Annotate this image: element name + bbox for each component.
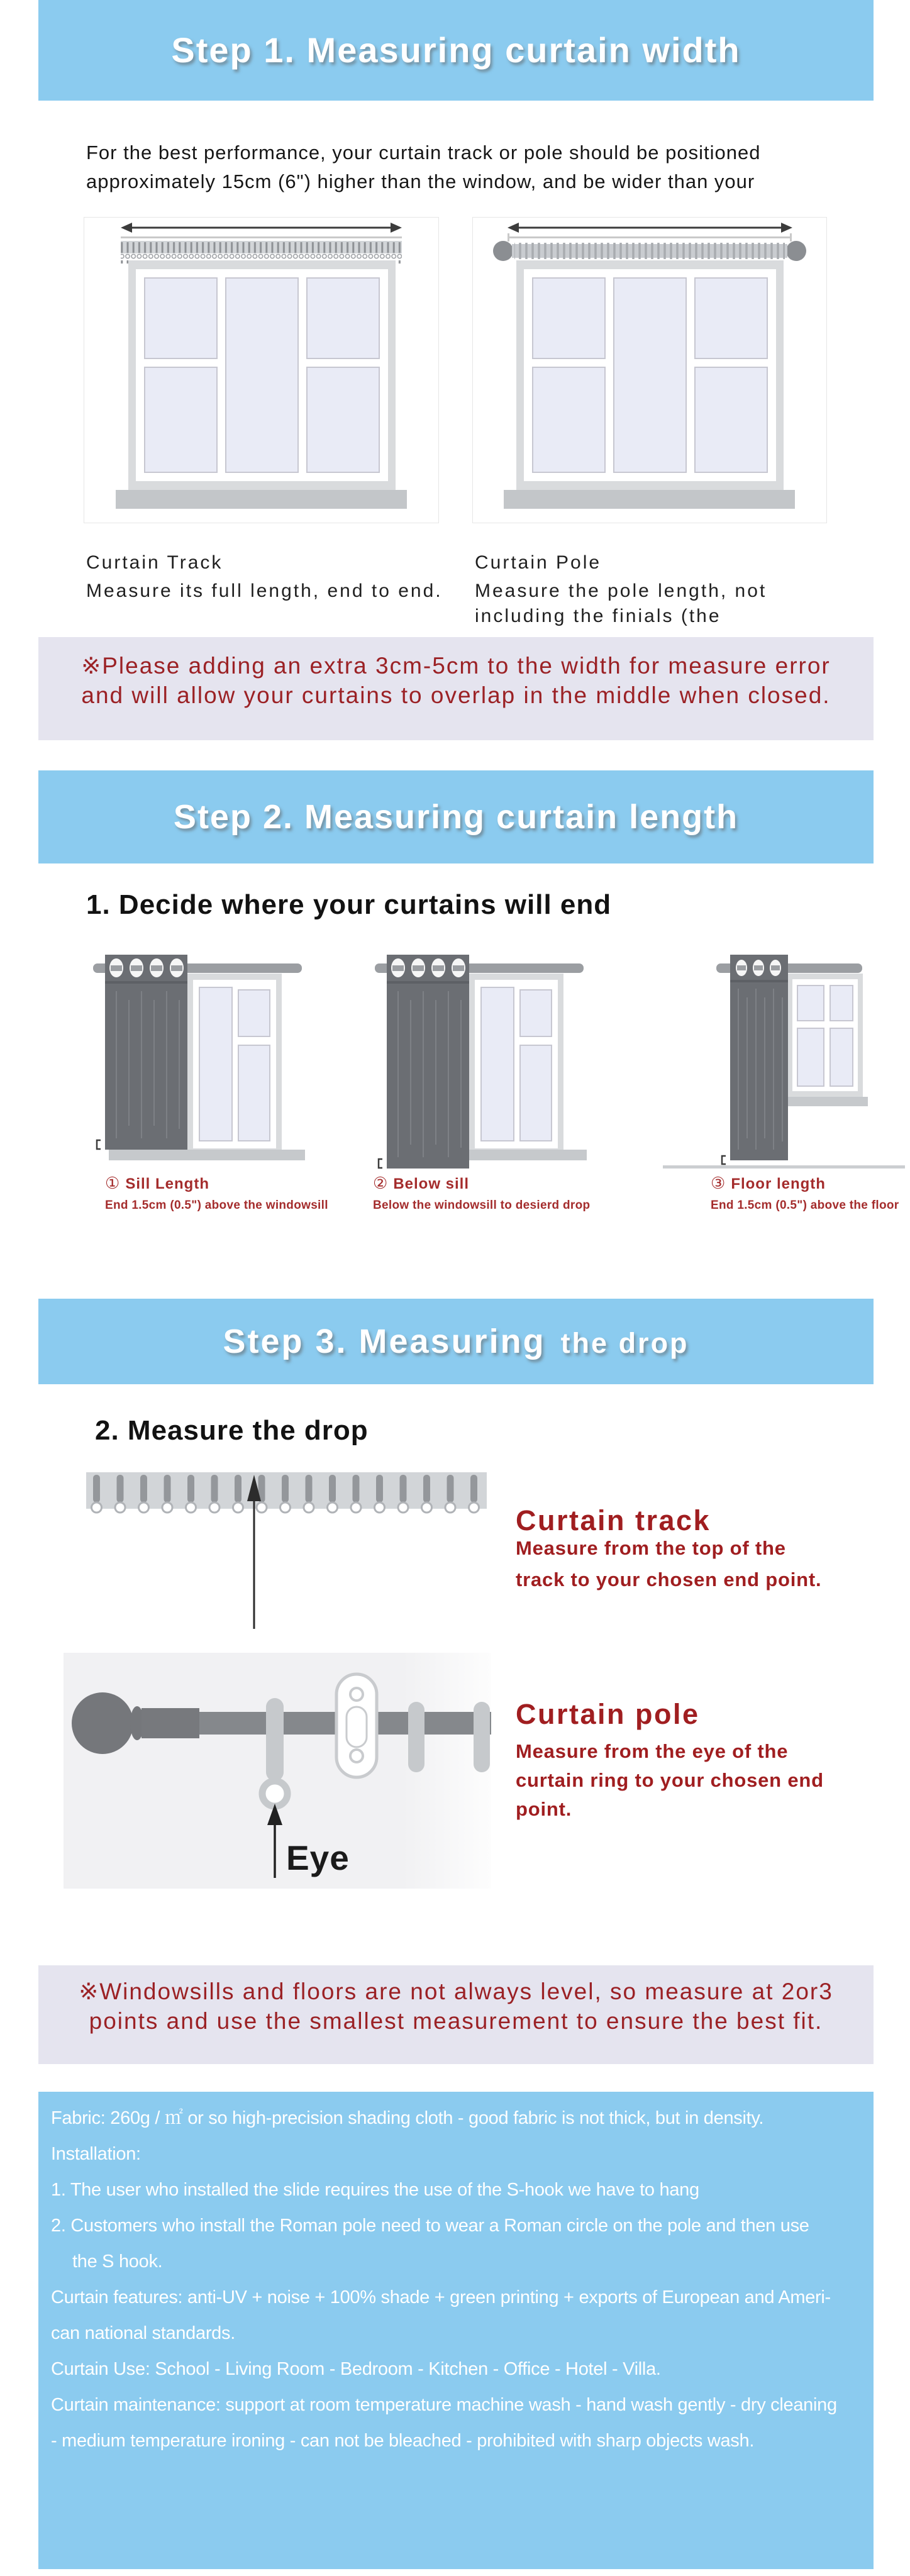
circled-2-icon: ② [373, 1174, 389, 1192]
step1-intro [86, 138, 760, 196]
eye-label: Eye [286, 1838, 350, 1877]
curtain-ring [474, 1702, 490, 1772]
track-with-gliders [121, 241, 402, 264]
note2-line-2: points and use the smallest measurement to ensure the best fit. [89, 2008, 823, 2034]
info-installation: Installation: [51, 2144, 141, 2164]
option-below-sill-desc: Below the windowsill to desierd drop [373, 1199, 591, 1212]
windowsill [504, 490, 795, 509]
curtain-pole-figure [472, 217, 827, 523]
windowsill [116, 490, 407, 509]
curtain-panel [730, 955, 788, 1160]
step1-banner [38, 0, 874, 101]
windowsill [109, 1150, 305, 1160]
step3-banner-subtitle: the drop [560, 1327, 689, 1359]
drop-pole-illustration [64, 1653, 491, 1889]
info-maintenance: Curtain maintenance: support at room temperature machine wash - hand wash gently - dry cleaning [51, 2395, 837, 2415]
measure-bracket-icon [97, 1140, 101, 1149]
note1-line-1: ※Please adding an extra 3cm-5cm to the width for measure error [81, 653, 831, 679]
measure-bracket-icon [379, 1159, 382, 1168]
step1-banner-title: Step 1. Measuring curtain width [171, 30, 741, 70]
curtain-ring [408, 1702, 424, 1772]
info-fabric: Fabric: 260g / ㎡ or so high-precision shading cloth - good fabric is not thick, but in density. [51, 2108, 764, 2128]
window-illustration [504, 260, 795, 509]
info-install-1: 1. The user who installed the slide requires the use of the S-hook we have to hang [51, 2180, 699, 2200]
curtain-track-desc: Measure from the top of the track to your chosen end point. [516, 1537, 822, 1591]
step2-heading: 1. Decide where your curtains will end [86, 889, 612, 920]
intro-line-2: approximately 15cm (6") higher than the window, and be wider than your [86, 170, 755, 192]
info-maintenance-2: - medium temperature ironing - can not be bleached - prohibited with sharp objects wash. [51, 2431, 755, 2451]
eye-ring [262, 1781, 287, 1806]
track-caption-body: Measure its full length, end to end. [86, 580, 443, 601]
curtain-track-title: Curtain track [516, 1504, 711, 1536]
option-floor-length-title: ③ Floor length [711, 1174, 826, 1192]
pole-caption-body [475, 579, 767, 629]
width-arrow-icon [121, 223, 402, 233]
option-floor-length-desc: End 1.5cm (0.5") above the floor [711, 1199, 899, 1212]
below-sill-illustration [370, 950, 587, 1171]
pole-caption-line-1: Measure the pole length, not [475, 580, 767, 601]
up-arrow-icon [247, 1475, 261, 1629]
info-install-2b: the S hook. [72, 2251, 163, 2272]
track-caption-title: Curtain Track [86, 552, 223, 573]
info-use: Curtain Use: School - Living Room - Bedroom - Kitchen - Office - Hotel - Villa. [51, 2359, 661, 2379]
windowsill [780, 1097, 868, 1106]
step3-banner-title: Step 3. Measuring [223, 1323, 546, 1360]
circled-1-icon: ① [105, 1174, 121, 1192]
curtain-pole-desc: Measure from the eye of the curtain ring to your chosen end point. [516, 1740, 824, 1820]
step3-heading: 2. Measure the drop [95, 1415, 369, 1446]
finial-ball [72, 1692, 133, 1754]
window-illustration [116, 260, 407, 509]
curtain-pole-title: Curtain pole [516, 1698, 700, 1730]
curtain-ring-with-eye [262, 1698, 287, 1806]
curtain-pole-diagram [473, 218, 826, 523]
width-measure-note [38, 637, 874, 740]
step2-banner [38, 770, 874, 863]
width-arrow-icon [508, 223, 792, 233]
pole-measure-line [508, 233, 792, 242]
info-features: Curtain features: anti-UV + noise + 100% shade + green printing + exports of European and Ameri- [51, 2287, 831, 2307]
window-illustration [780, 974, 868, 1106]
pole-caption-title: Curtain Pole [475, 552, 602, 573]
product-info-block [38, 2092, 874, 2569]
sill-length-illustration [88, 950, 305, 1171]
window-illustration [187, 974, 282, 1155]
curtain-track-diagram [84, 218, 438, 523]
pole-with-rings [493, 241, 806, 261]
option-sill-length-desc: End 1.5cm (0.5") above the windowsill [105, 1199, 328, 1212]
option-sill-length-title: ① Sill Length [105, 1174, 209, 1192]
floor-line [663, 1165, 905, 1169]
curtain-track-figure [84, 217, 439, 523]
floor-length-illustration [650, 950, 908, 1171]
info-install-2: 2. Customers who install the Roman pole need to wear a Roman circle on the pole and then use [51, 2216, 809, 2236]
option-below-sill-title: ② Below sill [373, 1174, 470, 1192]
wall-bracket [336, 1674, 377, 1777]
curtain-panel [105, 955, 187, 1150]
note2-line-1: ※Windowsills and floors are not always level, so measure at 2or3 [79, 1979, 833, 2004]
track-rail-line [121, 236, 402, 238]
drop-track-illustration [85, 1468, 491, 1632]
note1-line-2: and will allow your curtains to overlap in the middle when closed. [81, 682, 831, 708]
info-features-2: can national standards. [51, 2323, 235, 2343]
right-finial [786, 241, 806, 261]
left-finial [493, 241, 513, 261]
track-gliders [86, 1472, 487, 1520]
window-illustration [469, 974, 563, 1155]
measure-bracket-icon [722, 1156, 726, 1164]
curtain-panel [387, 955, 469, 1169]
circled-3-icon: ③ [711, 1174, 726, 1192]
pole-caption-line-2: including the finials (the [475, 606, 721, 626]
level-measure-note [38, 1965, 874, 2064]
step3-banner [38, 1299, 874, 1384]
step2-banner-title: Step 2. Measuring curtain length [173, 798, 739, 836]
intro-line-1: For the best performance, your curtain track or pole should be positioned [86, 142, 761, 164]
